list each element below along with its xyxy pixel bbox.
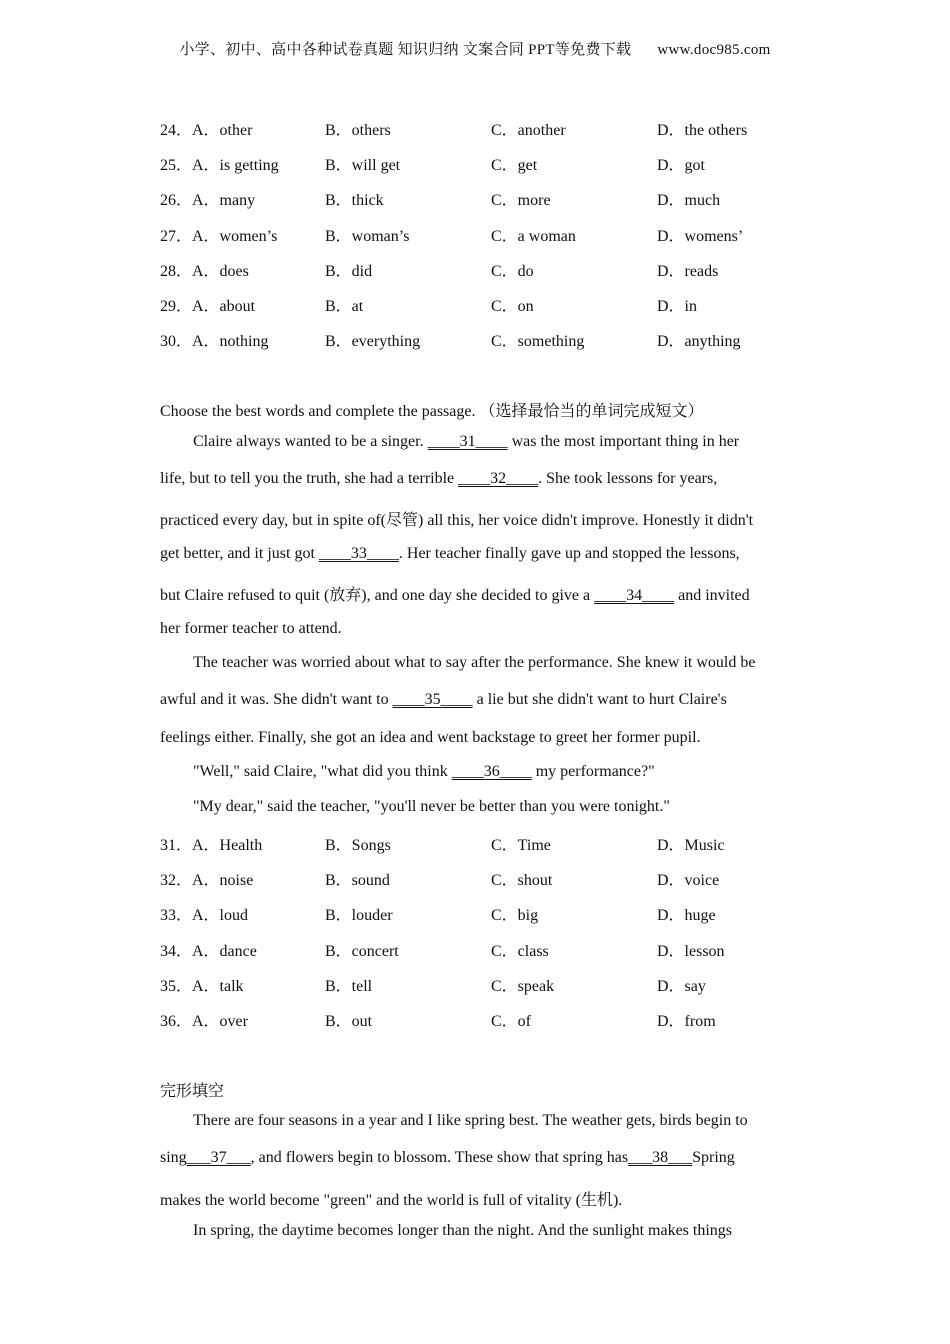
- option-a: 35．A．talk: [160, 977, 244, 995]
- passage-line: [160, 691, 727, 709]
- passage-text: and invited: [674, 587, 750, 604]
- passage-line: There are four seasons in a year and I like spring best. The weather gets, birds begin to: [193, 1112, 748, 1129]
- answer-blank-36: ____36____: [451, 763, 532, 780]
- passage-text: my performance?": [531, 763, 655, 780]
- option-a: 24．A．other: [160, 122, 253, 139]
- option-a: 30．A．nothing: [160, 333, 269, 351]
- option-b: B．woman’s: [325, 227, 410, 245]
- option-d: D．in: [657, 297, 698, 315]
- passage-text: life, but to tell you the truth, she had a terrible: [160, 470, 459, 487]
- option-a: 34．A．dance: [160, 942, 257, 960]
- answer-blank-32: ____32____: [458, 470, 539, 487]
- passage-text: "Well," said Claire, "what did you think: [193, 763, 452, 780]
- option-d: D．huge: [657, 907, 716, 925]
- option-c: C．more: [491, 192, 551, 210]
- option-c: C．a woman: [491, 227, 576, 245]
- section-title: 完形填空: [160, 1083, 225, 1100]
- answer-blank-34: ____34____: [594, 587, 675, 604]
- option-b: B．tell: [325, 977, 373, 995]
- option-d: D．anything: [657, 333, 741, 351]
- option-b: B．others: [325, 122, 391, 139]
- option-c: C．get: [491, 157, 538, 175]
- option-d: D．voice: [657, 872, 720, 890]
- passage-line: practiced every day, but in spite of(尽管) all this, her voice didn't improve. Honestly it didn't: [160, 512, 754, 529]
- header-text: 小学、初中、高中各种试卷真题 知识归纳 文案合同 PPT等免费下载: [179, 42, 632, 58]
- option-a: 33．A．loud: [160, 907, 249, 925]
- option-c: C．shout: [491, 872, 553, 890]
- option-c: C．of: [491, 1012, 532, 1030]
- option-a: 36．A．over: [160, 1012, 248, 1030]
- option-b: B．at: [325, 297, 364, 315]
- option-a: 32．A．noise: [160, 872, 254, 890]
- option-c: C．big: [491, 907, 539, 925]
- passage-line: [160, 545, 740, 563]
- passage-line: feelings either. Finally, she got an idea and went backstage to greet her former pupil.: [160, 729, 701, 746]
- answer-blank-38: ___38___: [628, 1149, 693, 1166]
- passage-text: . She took lessons for years,: [538, 470, 718, 487]
- passage-text: Spring: [692, 1149, 735, 1166]
- option-b: B．will get: [325, 157, 401, 175]
- option-b: B．Songs: [325, 837, 391, 854]
- passage-text: was the most important thing in her: [507, 433, 740, 450]
- option-c: C．on: [491, 297, 534, 315]
- option-a: 29．A．about: [160, 297, 256, 315]
- passage-text: . Her teacher finally gave up and stopped the lessons,: [398, 545, 740, 562]
- passage-line: The teacher was worried about what to say after the performance. She knew it would be: [193, 654, 756, 671]
- option-d: D．say: [657, 977, 706, 995]
- option-a: 25．A．is getting: [160, 157, 279, 175]
- option-d: D．got: [657, 157, 706, 175]
- option-c: C．speak: [491, 977, 555, 995]
- answer-blank-35: ____35____: [392, 691, 473, 708]
- passage-line: "My dear," said the teacher, "you'll never be better than you were tonight.": [193, 798, 670, 815]
- page-header: [0, 38, 950, 59]
- option-c: C．class: [491, 942, 549, 960]
- option-c: C．another: [491, 122, 566, 139]
- answer-blank-31: ____31____: [427, 433, 508, 450]
- option-c: C．do: [491, 262, 534, 280]
- passage-line: makes the world become "green" and the world is full of vitality (生机).: [160, 1192, 623, 1209]
- passage-line: [160, 470, 717, 488]
- option-b: B．sound: [325, 872, 390, 890]
- header-site: www.doc985.com: [657, 42, 771, 58]
- passage-text: , and flowers begin to blossom. These show that spring has: [250, 1149, 629, 1166]
- passage-line: [160, 1149, 735, 1167]
- option-c: C．Time: [491, 837, 551, 854]
- option-a: 28．A．does: [160, 262, 249, 280]
- option-d: D．reads: [657, 262, 719, 280]
- option-a: 26．A．many: [160, 192, 256, 210]
- option-d: D．Music: [657, 837, 725, 854]
- option-d: D．the others: [657, 122, 748, 139]
- passage-line: [160, 582, 750, 605]
- option-b: B．everything: [325, 333, 421, 351]
- option-b: B．louder: [325, 907, 393, 925]
- option-b: B．thick: [325, 192, 384, 210]
- option-a: 31．A．Health: [160, 837, 263, 854]
- option-b: B．out: [325, 1012, 373, 1030]
- option-a: 27．A．women’s: [160, 227, 278, 245]
- passage-text: sing: [160, 1149, 187, 1166]
- passage-line: In spring, the daytime becomes longer than the night. And the sunlight makes things: [193, 1222, 733, 1239]
- option-b: B．did: [325, 262, 373, 280]
- passage-line: [193, 763, 655, 781]
- passage-text: a lie but she didn't want to hurt Claire's: [472, 691, 727, 708]
- option-c: C．something: [491, 333, 585, 351]
- passage-line: her former teacher to attend.: [160, 620, 342, 637]
- answer-blank-33: ____33____: [318, 545, 399, 562]
- option-d: D．womens’: [657, 227, 744, 245]
- passage-text: Claire always wanted to be a singer.: [193, 433, 428, 450]
- passage-line: [193, 433, 739, 451]
- option-d: D．much: [657, 192, 721, 210]
- passage-text: awful and it was. She didn't want to: [160, 691, 393, 708]
- passage-text: get better, and it just got: [160, 545, 319, 562]
- option-d: D．lesson: [657, 942, 725, 960]
- passage-text: but Claire refused to quit (放弃), and one day she decided to give a: [160, 587, 595, 604]
- answer-blank-37: ___37___: [186, 1149, 251, 1166]
- option-b: B．concert: [325, 942, 399, 960]
- section-instruction: Choose the best words and complete the passage. （选择最恰当的单词完成短文）: [160, 403, 704, 420]
- option-d: D．from: [657, 1012, 716, 1030]
